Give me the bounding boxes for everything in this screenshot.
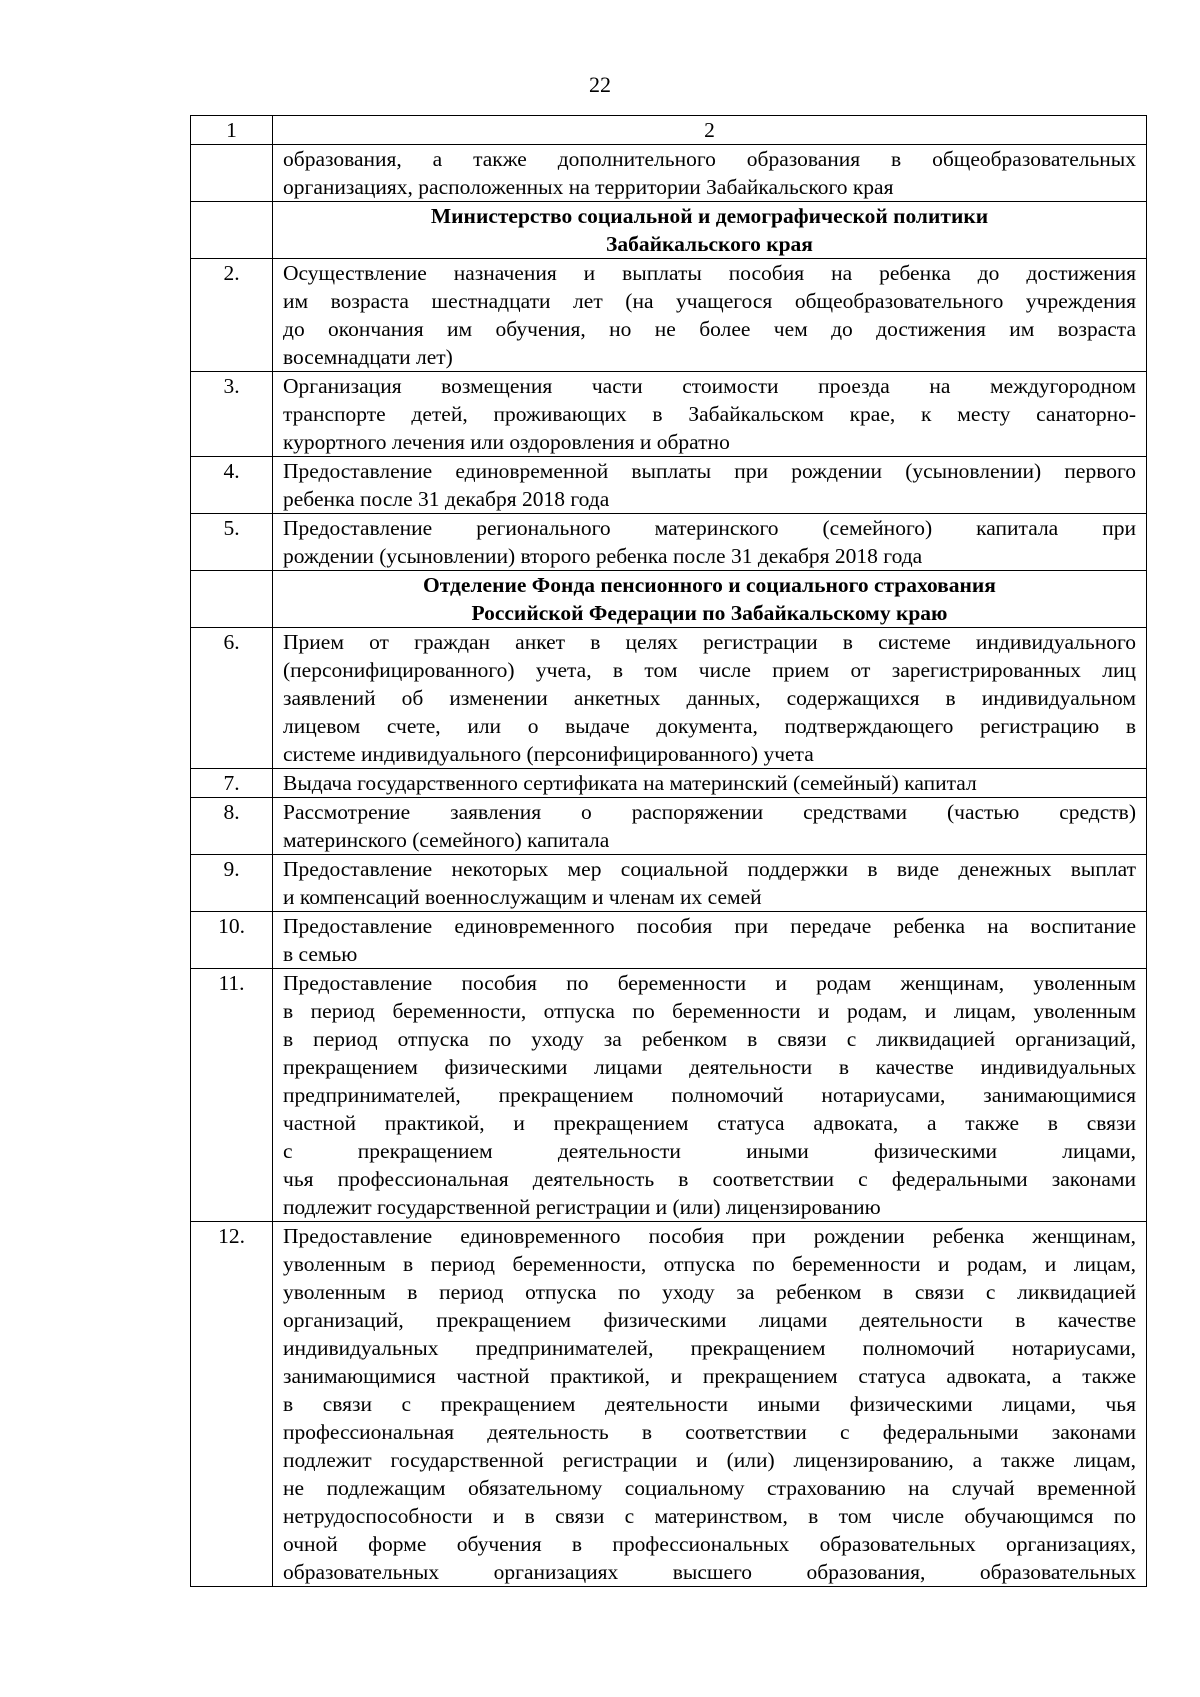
text-line: лицевом счете, или о выдаче документа, подтверждающего регистрацию в xyxy=(283,714,1136,738)
text-line: им возраста шестнадцати лет (на учащегося общеобразовательного учреждения xyxy=(283,289,1136,313)
text-line: восемнадцати лет) xyxy=(283,345,453,369)
text-line: Российской Федерации по Забайкальскому краю xyxy=(471,601,948,625)
text-line: в период беременности, отпуска по беременности и родам, и лицам, уволенным xyxy=(283,999,1136,1023)
row-description xyxy=(273,969,1147,1222)
row-number: 11. xyxy=(191,969,273,1222)
text-line: организациях, расположенных на территории Забайкальского края xyxy=(283,175,894,199)
text-line: уволенным в период беременности, отпуска по беременности и родам, и лицам, xyxy=(283,1252,1136,1276)
text-line: уволенным в период отпуска по уходу за ребенком в связи с ликвидацией xyxy=(283,1280,1136,1304)
text-line: Прием от граждан анкет в целях регистрации в системе индивидуального xyxy=(283,630,1136,654)
row-number: 12. xyxy=(191,1222,273,1587)
row-description xyxy=(273,769,1147,798)
text-line: материнского (семейного) капитала xyxy=(283,828,610,852)
text-line: образовательных организациях высшего образования, образовательных xyxy=(283,1560,1136,1584)
section-heading-row xyxy=(191,571,1147,628)
text-line: чья профессиональная деятельность в соответствии с федеральными законами xyxy=(283,1167,1136,1191)
text-line: не подлежащим обязательному социальному страхованию на случай временной xyxy=(283,1476,1136,1500)
text-line: профессиональная деятельность в соответствии с федеральными законами xyxy=(283,1420,1136,1444)
table-row xyxy=(191,514,1147,571)
text-line: очной форме обучения в профессиональных образовательных организациях, xyxy=(283,1532,1136,1556)
row-description xyxy=(273,145,1147,202)
table-row xyxy=(191,769,1147,798)
text-line: Организация возмещения части стоимости проезда на междугородном xyxy=(283,374,1136,398)
section-heading xyxy=(273,571,1147,628)
text-line: занимающимися частной практикой, и прекращением статуса адвоката, а также xyxy=(283,1364,1136,1388)
text-line: частной практикой, и прекращением статуса адвоката, а также в связи xyxy=(283,1111,1136,1135)
text-line: индивидуальных предпринимателей, прекращением полномочий нотариусами, xyxy=(283,1336,1136,1360)
continuation-row xyxy=(191,145,1147,202)
text-line: предпринимателей, прекращением полномочий нотариусами, занимающимися xyxy=(283,1083,1136,1107)
table-row xyxy=(191,1222,1147,1587)
table-row xyxy=(191,259,1147,372)
table-row xyxy=(191,372,1147,457)
text-line: прекращением физическими лицами деятельности в качестве индивидуальных xyxy=(283,1055,1136,1079)
text-line: в связи с прекращением деятельности иными физическими лицами, чья xyxy=(283,1392,1136,1416)
row-number: 8. xyxy=(191,798,273,855)
row-description xyxy=(273,259,1147,372)
text-line: Предоставление регионального материнского (семейного) капитала при xyxy=(283,516,1136,540)
row-description xyxy=(273,514,1147,571)
table-row xyxy=(191,798,1147,855)
table-body xyxy=(191,116,1147,1587)
row-number: 6. xyxy=(191,628,273,769)
row-number: 5. xyxy=(191,514,273,571)
table-row xyxy=(191,969,1147,1222)
row-description xyxy=(273,457,1147,514)
row-number: 9. xyxy=(191,855,273,912)
text-line: с прекращением деятельности иными физическими лицами, xyxy=(283,1139,1136,1163)
text-line: Осуществление назначения и выплаты пособия на ребенка до достижения xyxy=(283,261,1136,285)
text-line: организаций, прекращением физическими лицами деятельности в качестве xyxy=(283,1308,1136,1332)
row-description xyxy=(273,628,1147,769)
text-line: подлежит государственной регистрации и (или) лицензированию, а также лицам, xyxy=(283,1448,1136,1472)
table-row xyxy=(191,457,1147,514)
text-line: Выдача государственного сертификата на материнский (семейный) капитал xyxy=(283,771,977,795)
text-line: Предоставление единовременной выплаты при рождении (усыновлении) первого xyxy=(283,459,1136,483)
page-number: 22 xyxy=(589,72,611,97)
text-line: системе индивидуального (персонифицированного) учета xyxy=(283,742,814,766)
row-number: 10. xyxy=(191,912,273,969)
text-line: образования, а также дополнительного образования в общеобразовательных xyxy=(283,147,1136,171)
text-line: Министерство социальной и демографической политики xyxy=(430,204,989,228)
text-line: подлежит государственной регистрации и (или) лицензированию xyxy=(283,1195,881,1219)
text-line: заявлений об изменении анкетных данных, содержащихся в индивидуальном xyxy=(283,686,1136,710)
text-line: в период отпуска по уходу за ребенком в связи с ликвидацией организаций, xyxy=(283,1027,1136,1051)
text-line: нетрудоспособности и в связи с материнством, в том числе обучающимся по xyxy=(283,1504,1136,1528)
text-line: (персонифицированного) учета, в том числе прием от зарегистрированных лиц xyxy=(283,658,1136,682)
text-line: до окончания им обучения, но не более чем до достижения им возраста xyxy=(283,317,1136,341)
text-line: ребенка после 31 декабря 2018 года xyxy=(283,487,610,511)
row-number xyxy=(191,202,273,259)
table-header-row xyxy=(191,116,1147,145)
text-line: Предоставление единовременного пособия при передаче ребенка на воспитание xyxy=(283,914,1136,938)
text-line: рождении (усыновлении) второго ребенка после 31 декабря 2018 года xyxy=(283,544,923,568)
header-col-description: 2 xyxy=(273,116,1147,145)
row-number xyxy=(191,145,273,202)
text-line: курортного лечения или оздоровления и обратно xyxy=(283,430,730,454)
text-line: Предоставление пособия по беременности и родам женщинам, уволенным xyxy=(283,971,1136,995)
text-line: Забайкальского края xyxy=(606,232,813,256)
text-line: Предоставление некоторых мер социальной поддержки в виде денежных выплат xyxy=(283,857,1136,881)
table-row xyxy=(191,855,1147,912)
text-line: Отделение Фонда пенсионного и социального страхования xyxy=(423,573,996,597)
text-line: транспорте детей, проживающих в Забайкальском крае, к месту санаторно- xyxy=(283,402,1136,426)
row-description xyxy=(273,912,1147,969)
row-number: 4. xyxy=(191,457,273,514)
row-description xyxy=(273,798,1147,855)
text-line: Рассмотрение заявления о распоряжении средствами (частью средств) xyxy=(283,800,1136,824)
row-description xyxy=(273,855,1147,912)
row-description xyxy=(273,1222,1147,1587)
header-col-number: 1 xyxy=(191,116,273,145)
row-number xyxy=(191,571,273,628)
text-line: в семью xyxy=(283,942,358,966)
row-number: 2. xyxy=(191,259,273,372)
table-row xyxy=(191,912,1147,969)
section-heading xyxy=(273,202,1147,259)
row-description xyxy=(273,372,1147,457)
table-row xyxy=(191,628,1147,769)
services-table xyxy=(190,115,1147,1587)
text-line: и компенсаций военнослужащим и членам их семей xyxy=(283,885,762,909)
text-line: Предоставление единовременного пособия при рождении ребенка женщинам, xyxy=(283,1224,1136,1248)
row-number: 3. xyxy=(191,372,273,457)
section-heading-row xyxy=(191,202,1147,259)
row-number: 7. xyxy=(191,769,273,798)
